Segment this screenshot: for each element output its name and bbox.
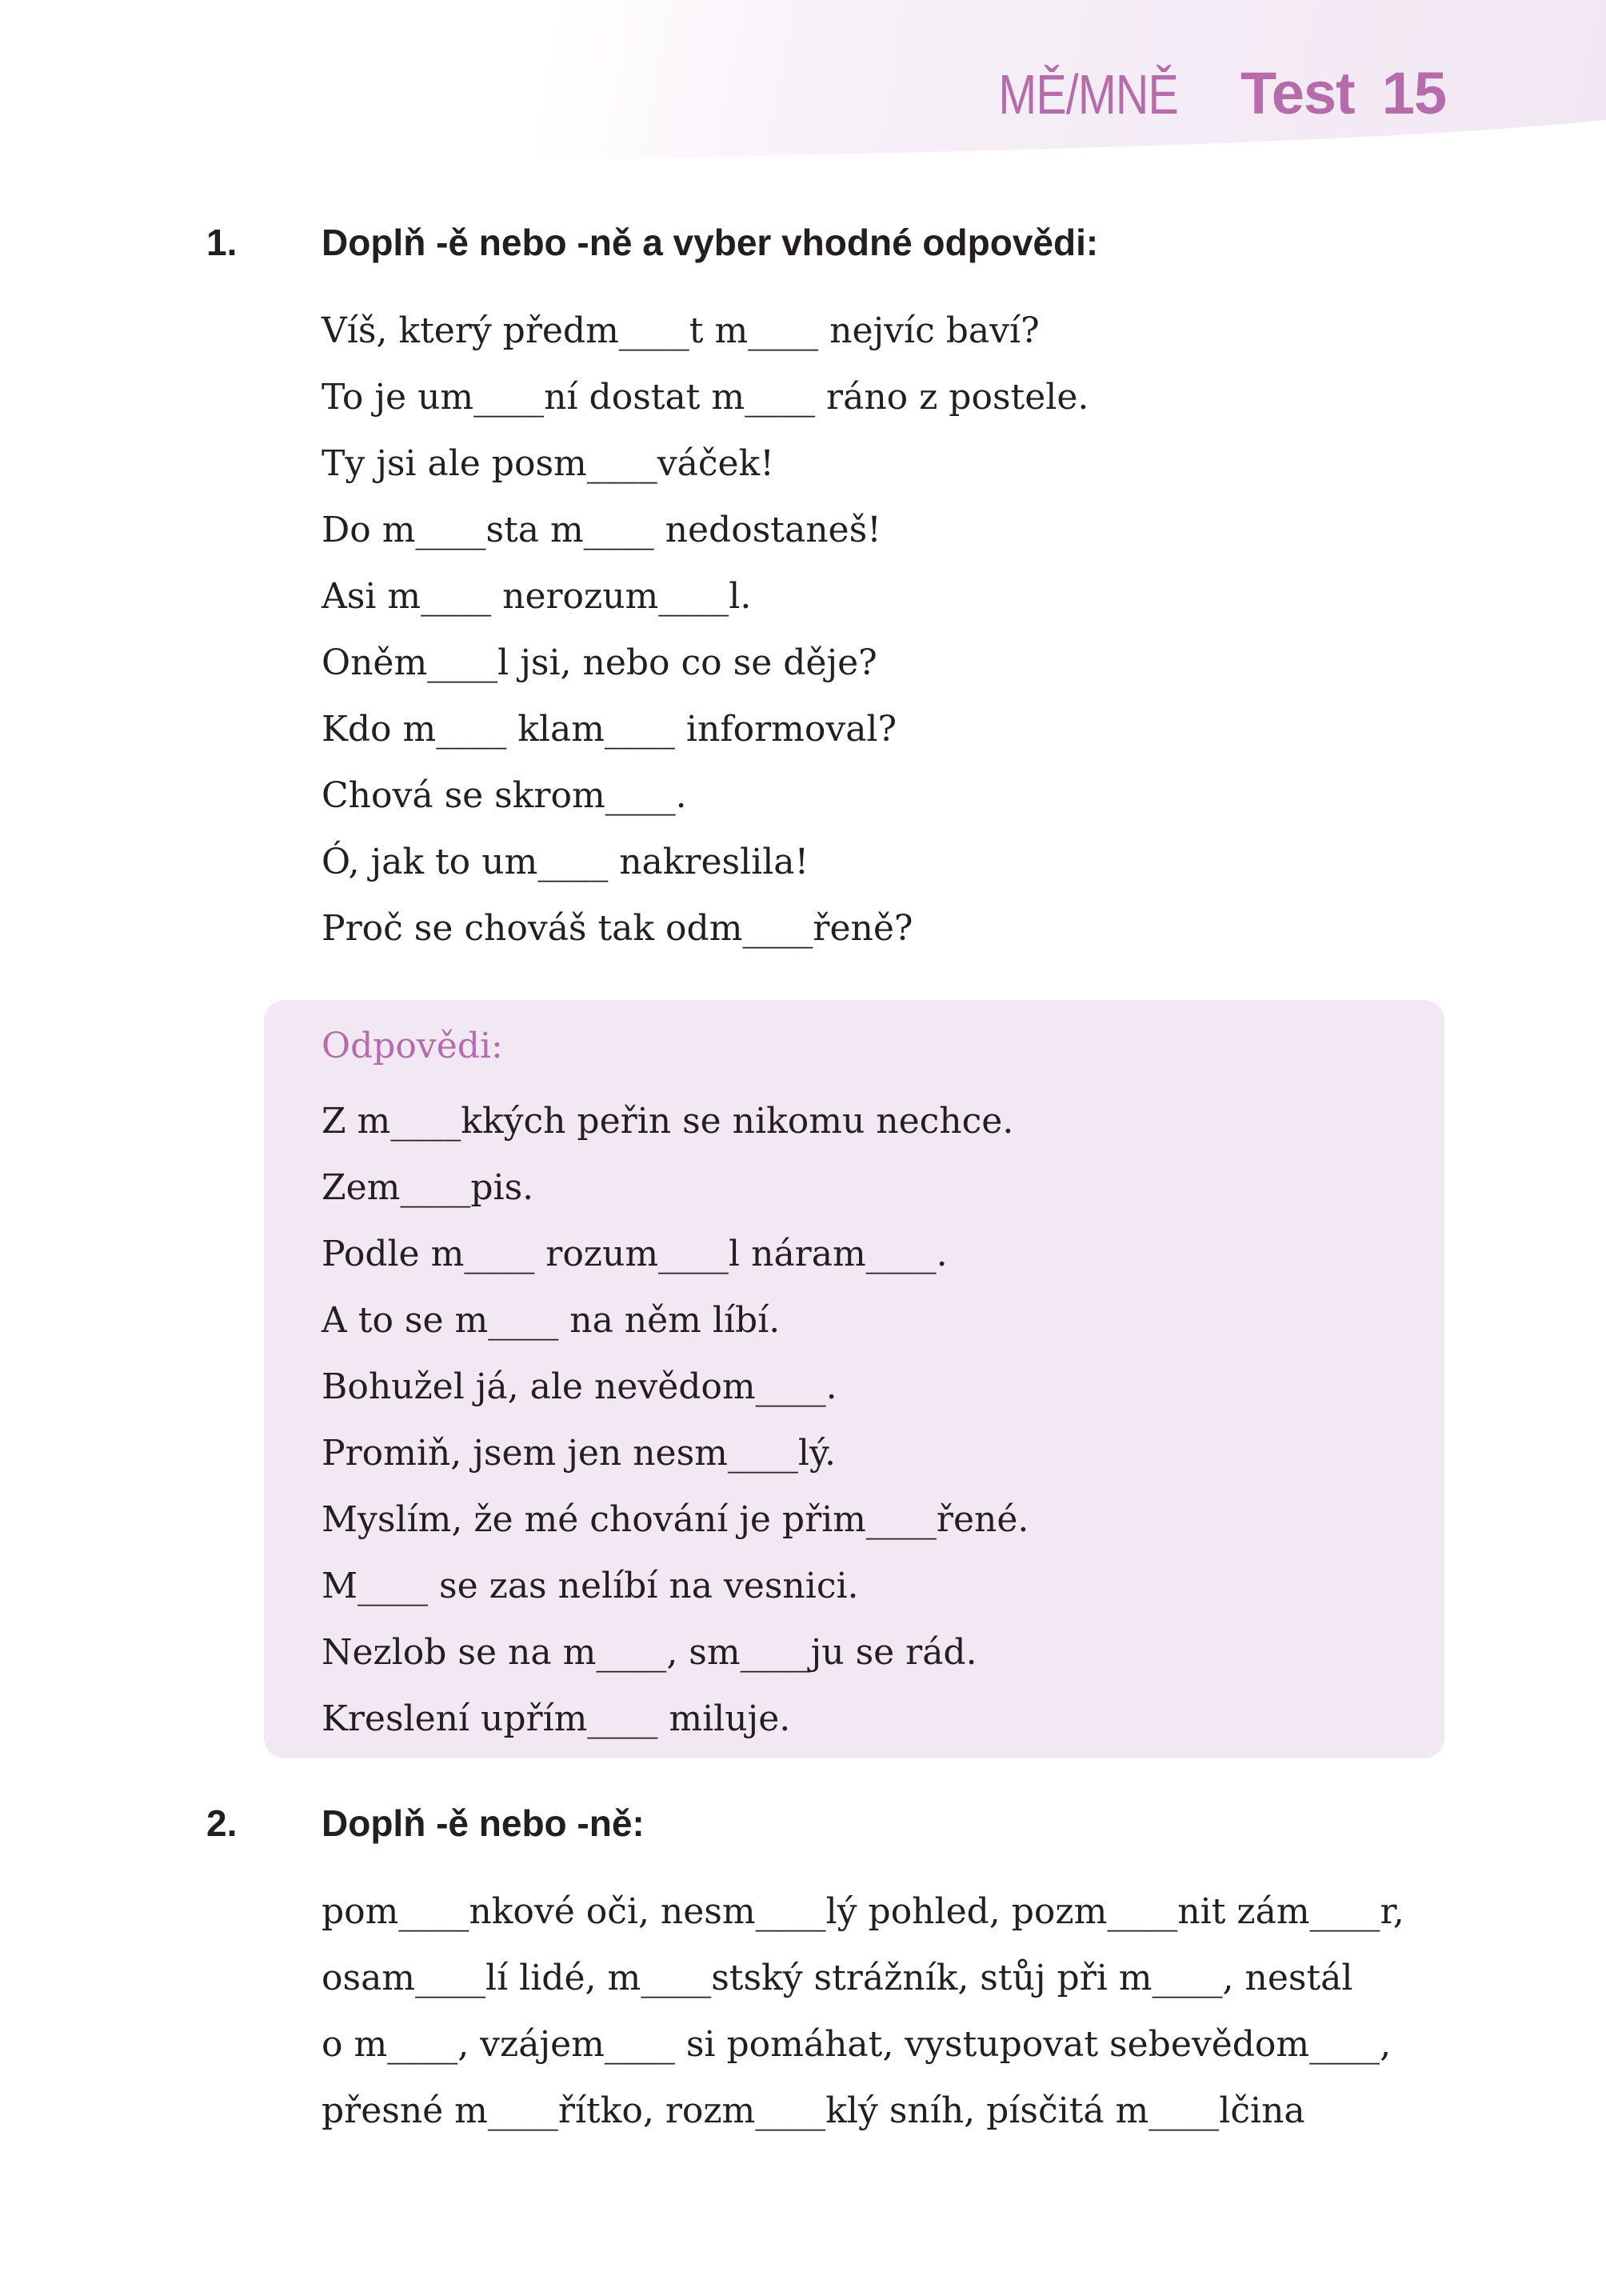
page-header bbox=[959, 59, 1446, 127]
answer-line: Kreslení upřím____ miluje. bbox=[322, 1698, 791, 1739]
test-label-text: Test bbox=[1240, 60, 1355, 126]
topic-title: MĚ/MNĚ bbox=[998, 63, 1179, 126]
task-2-number: 2. bbox=[206, 1802, 238, 1844]
exercise-line: osam____lí lidé, m____stský strážník, stůj při m____, nestál bbox=[322, 1958, 1353, 1998]
task-2-title: Doplň -ě nebo -ně: bbox=[322, 1802, 645, 1844]
sentence-line: Proč se chováš tak odm____řeně? bbox=[322, 908, 913, 949]
answers-label: Odpovědi: bbox=[322, 1026, 503, 1066]
answer-line: M____ se zas nelíbí na vesnici. bbox=[322, 1566, 859, 1606]
answer-line: Zem____pis. bbox=[322, 1167, 534, 1208]
sentence-line: Asi m____ nerozum____l. bbox=[322, 576, 752, 617]
exercise-line: přesné m____řítko, rozm____klý sníh, písčitá m____lčina bbox=[322, 2090, 1305, 2131]
sentence-line: Ó, jak to um____ nakreslila! bbox=[322, 842, 809, 882]
task-2-heading bbox=[206, 1802, 645, 1845]
answer-line: Promiň, jsem jen nesm____lý. bbox=[322, 1433, 836, 1474]
sentence-line: Ty jsi ale posm____váček! bbox=[322, 443, 774, 484]
answer-line: Myslím, že mé chování je přim____řené. bbox=[322, 1499, 1029, 1540]
task-1-title: Doplň -ě nebo -ně a vyber vhodné odpovědi: bbox=[322, 222, 1099, 263]
sentence-line: To je um____ní dostat m____ ráno z postele. bbox=[322, 377, 1089, 418]
sentence-line: Chová se skrom____. bbox=[322, 775, 687, 816]
task-2-line-list bbox=[322, 1878, 1404, 2144]
exercise-line: pom____nkové oči, nesm____lý pohled, pozm____nit zám____r, bbox=[322, 1891, 1404, 1932]
task-1-number: 1. bbox=[206, 222, 238, 263]
answers-list bbox=[322, 1088, 1029, 1752]
exercise-line: o m____, vzájem____ si pomáhat, vystupovat sebevědom____, bbox=[322, 2024, 1392, 2065]
test-label bbox=[1240, 59, 1446, 127]
sentence-line: Kdo m____ klam____ informoval? bbox=[322, 709, 897, 750]
answer-line: Podle m____ rozum____l náram____. bbox=[322, 1234, 948, 1274]
sentence-line: Víš, který předm____t m____ nejvíc baví? bbox=[322, 310, 1040, 351]
sentence-line: Do m____sta m____ nedostaneš! bbox=[322, 510, 881, 550]
task-1-sentence-list bbox=[322, 298, 1089, 962]
task-1-heading bbox=[206, 221, 1099, 264]
sentence-line: Oněm____l jsi, nebo co se děje? bbox=[322, 642, 877, 683]
answer-line: A to se m____ na něm líbí. bbox=[322, 1300, 781, 1341]
answer-line: Z m____kkých peřin se nikomu nechce. bbox=[322, 1101, 1014, 1142]
answer-line: Bohužel já, ale nevědom____. bbox=[322, 1366, 837, 1407]
test-number: 15 bbox=[1381, 60, 1446, 126]
answer-line: Nezlob se na m____, sm____ju se rád. bbox=[322, 1632, 977, 1673]
